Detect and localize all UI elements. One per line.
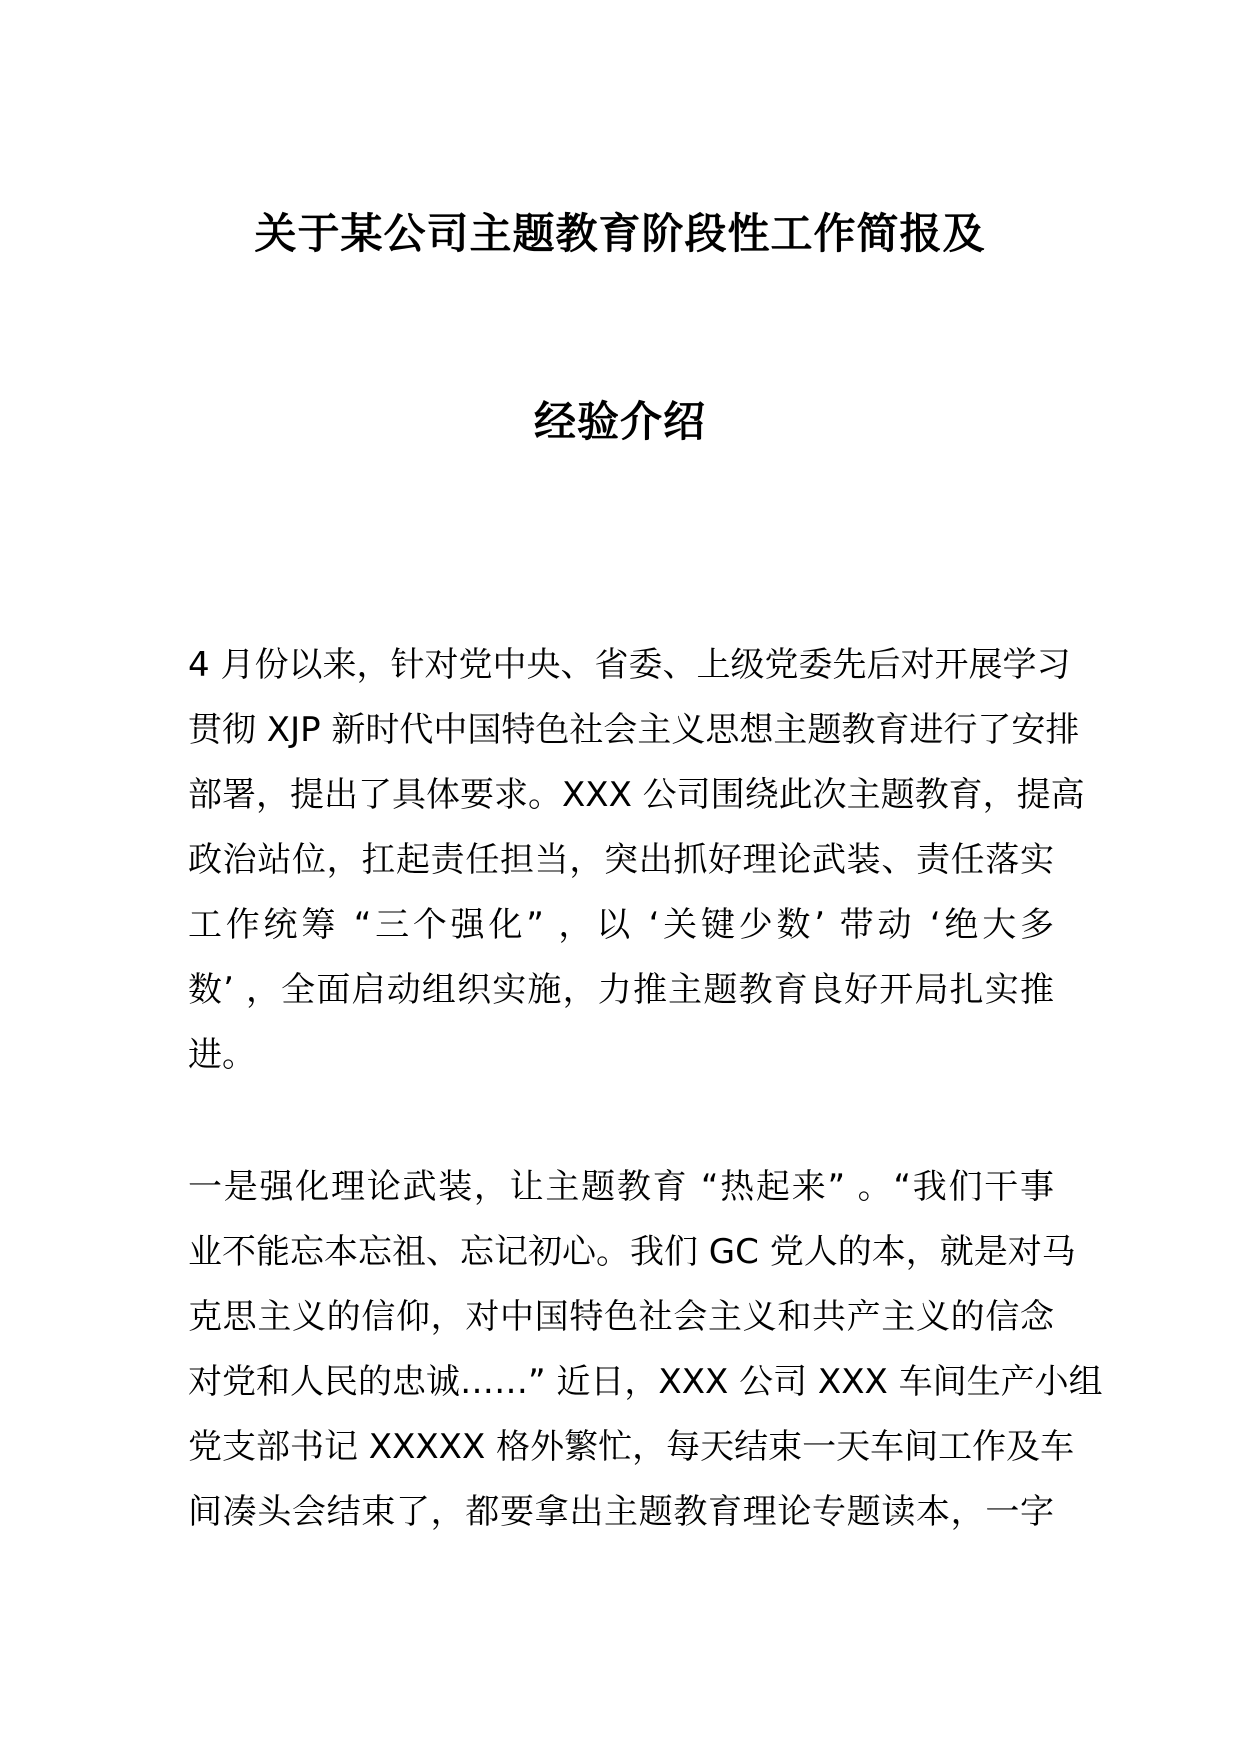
paragraph-1-line-7: 进。 bbox=[188, 1035, 256, 1075]
paragraph-1-line-2: 贯彻 XJP 新时代中国特色社会主义思想主题教育进行了安排 bbox=[188, 710, 1080, 750]
paragraph-1-line-5: 工作统筹 “三个强化” ，以 ‘关键少数’ 带动 ‘绝大多 bbox=[188, 905, 1054, 945]
paragraph-1-line-6: 数’ ，全面启动组织实施，力推主题教育良好开局扎实推 bbox=[188, 970, 1054, 1010]
paragraph-2-line-4: 对党和人民的忠诚……” 近日，XXX 公司 XXX 车间生产小组 bbox=[188, 1362, 1103, 1402]
paragraph-2-line-6: 间凑头会结束了，都要拿出主题教育理论专题读本，一字 bbox=[188, 1492, 1054, 1532]
document-title-line-1: 关于某公司主题教育阶段性工作简报及 bbox=[254, 209, 986, 258]
paragraph-2-line-1: 一是强化理论武装，让主题教育 “热起来” 。“我们干事 bbox=[188, 1167, 1054, 1207]
paragraph-1-line-1: 4 月份以来，针对党中央、省委、上级党委先后对开展学习 bbox=[188, 645, 1071, 685]
document-title-line-2: 经验介绍 bbox=[533, 397, 706, 446]
paragraph-1-line-3: 部署，提出了具体要求。XXX 公司围绕此次主题教育，提高 bbox=[188, 775, 1085, 815]
paragraph-2-line-5: 党支部书记 XXXXX 格外繁忙，每天结束一天车间工作及车 bbox=[188, 1427, 1075, 1467]
paragraph-2-line-3: 克思主义的信仰，对中国特色社会主义和共产主义的信念 bbox=[188, 1297, 1054, 1337]
paragraph-2-line-2: 业不能忘本忘祖、忘记初心。我们 GC 党人的本，就是对马 bbox=[188, 1232, 1076, 1272]
paragraph-1-line-4: 政治站位，扛起责任担当，突出抓好理论武装、责任落实 bbox=[188, 840, 1054, 880]
